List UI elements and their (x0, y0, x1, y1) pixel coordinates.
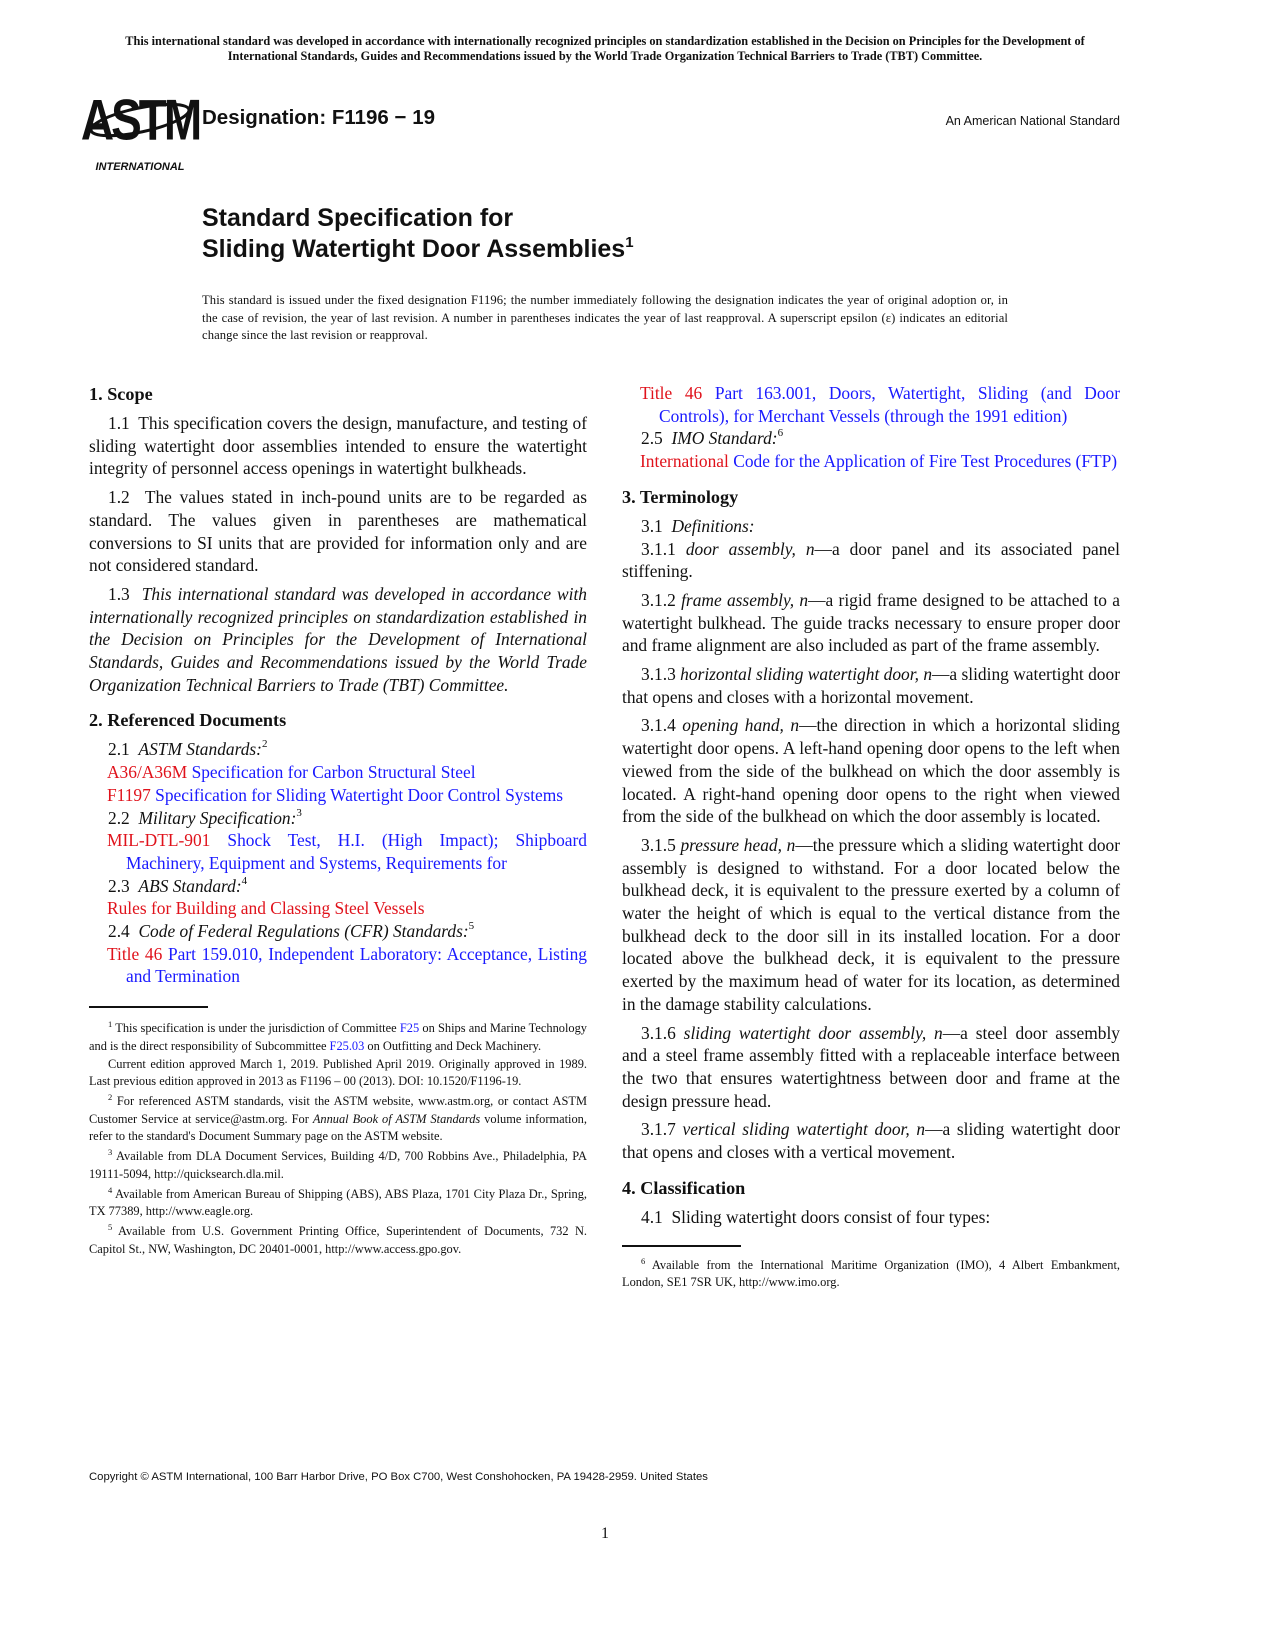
subsection-2-5: 2.5 IMO Standard:$^6$ (641, 427, 784, 449)
paragraph-1-2: 1.2 The values stated in inch-pound units are to be regarded as standard. The values given in parentheses are mathematical conversions to SI units that are provided for information only and are not considered standard. (89, 487, 587, 576)
reference-a36[interactable]: A36/A36M Specification for Carbon Structural Steel (107, 762, 476, 783)
reference-cfr-163[interactable]: Title 46 Part 163.001, Doors, Watertight, Sliding (and Door Controls), for Merchant Vessels (through the 1991 edition) (640, 383, 1120, 426)
footnote-divider (89, 1006, 208, 1008)
section-scope-heading: 1. Scope (89, 384, 153, 404)
title-line-1: Standard Specification for (202, 204, 514, 232)
definition-opening-hand: 3.1.4 opening hand, n—the direction in which a horizontal sliding watertight door opens. A left-hand opening door opens to the left when viewed from the side of the bulkhead on which the door assembly is located. A right-hand opening door opens to the right when viewed from the side of the bulkhead on which the door assembly is located. (622, 715, 1120, 827)
footnote-4: $^4$ Available from American Bureau of Shipping (ABS), ABS Plaza, 1701 City Plaza Dr., Spring, TX 77389, http://www.eagle.org. (89, 1184, 588, 1219)
reference-imo-ftp[interactable]: International Code for the Application of Fire Test Procedures (FTP) (640, 451, 1118, 472)
definition-pressure-head: 3.1.5 pressure head, n—the pressure which a sliding watertight door assembly is designed to withstand. For a door located below the bulkhead deck, it is equivalent to the pressure exerted by a column of water the height of which is equal to the vertical distance from the bulkhead deck to the door sill in its installed location. For a door located above the bulkhead deck, it is equivalent to the pressure exerted by the maximum head of water for its location, as determined in the damage stability calculations. (622, 834, 1120, 1014)
definition-vertical-door: 3.1.7 vertical sliding watertight door, n—a sliding watertight door that opens and closes with a vertical movement. (622, 1119, 1120, 1163)
wto-notice: This international standard was developed in accordance with internationally recognized principles on standardization established in the Decision on Principles for the Development of International Standards, Guides and Recommendations issued by the World Trade Organization Technical Barriers to Trade (TBT) Committee. (125, 34, 1085, 63)
designation: Designation: F1196 − 19 (202, 106, 435, 129)
footnote-1-edition: Current edition approved March 1, 2019. Published April 2019. Originally approved in 1989. Last previous edition approved in 2013 as F1196 – 00 (2013). DOI: 10.1520/F1196-19. (89, 1056, 587, 1089)
footnotes-left (89, 1020, 587, 1258)
footnotes-right (622, 1257, 1120, 1292)
definition-horizontal-door: 3.1.3 horizontal sliding watertight door, n—a sliding watertight door that opens and closes with a horizontal movement. (622, 664, 1120, 707)
issuance-note: This standard is issued under the fixed designation F1196; the number immediately following the designation indicates the year of original adoption or, in the case of revision, the year of last revision. A number in parentheses indicates the year of last reapproval. A superscript epsilon (ε) indicates an editorial change since the last revision or reapproval. (202, 293, 1008, 343)
national-standard-label: An American National Standard (945, 114, 1120, 128)
section-terminology-heading: 3. Terminology (622, 486, 739, 507)
paragraph-1-1: 1.1 This specification covers the design, manufacture, and testing of sliding watertight door assemblies intended to ensure the watertight integrity of personnel access openings in watertight bulkheads. (89, 413, 587, 479)
footnote-5: $^5$ Available from U.S. Government Printing Office, Superintendent of Documents, 732 N. Capitol St., NW, Washington, DC 20401-0001, http://www.access.gpo.gov. (89, 1221, 587, 1256)
footnote-divider (622, 1245, 741, 1247)
section-classification-heading: 4. Classification (622, 1177, 746, 1198)
right-column (622, 382, 1120, 1292)
left-column (89, 382, 587, 1258)
footnote-2: $^2$ For referenced ASTM standards, visit the ASTM website, www.astm.org, or contact ASTM Customer Service at service@astm.org. For Annual Book of ASTM Standards volume information, refer to the standard's Document Summary page on the ASTM website. (89, 1091, 587, 1144)
footnote-3: $^3$ Available from DLA Document Services, Building 4/D, 700 Robbins Ave., Philadelphia, PA 19111-5094, http://quicksearch.dla.mil. (89, 1147, 587, 1181)
document-title (202, 203, 634, 265)
svg-text:ASTM: ASTM (80, 88, 200, 153)
link-f25[interactable]: F25 (399, 1021, 420, 1036)
copyright-notice: Copyright © ASTM International, 100 Barr Harbor Drive, PO Box C700, West Conshohocken, PA 19428-2959. United States (89, 1471, 708, 1483)
reference-mil-dtl-901[interactable]: MIL-DTL-901 Shock Test, H.I. (High Impact); Shipboard Machinery, Equipment and Systems, Requirements for (107, 830, 587, 873)
page-number: 1 (601, 1525, 609, 1542)
reference-abs-rules[interactable]: Rules for Building and Classing Steel Vessels (107, 898, 425, 919)
subsection-2-3: 2.3 ABS Standard:$^4$ (108, 874, 248, 896)
reference-f1197[interactable]: F1197 Specification for Sliding Watertight Door Control Systems (107, 784, 564, 805)
definition-frame-assembly: 3.1.2 frame assembly, n—a rigid frame designed to be attached to a watertight bulkhead. The guide tracks necessary to ensure proper door and frame alignment are also included as part of the frame assembly. (622, 589, 1121, 656)
definition-sliding-door-assembly: 3.1.6 sliding watertight door assembly, n—a steel door assembly and a steel frame assembly fitted with a replaceable interface between the two that ensures watertightness between door and frame at the design pressure head. (622, 1022, 1120, 1111)
footnote-1: $^1$ This specification is under the jurisdiction of Committee F25 on Ships and Marine Technology and is the direct responsibility of Subcommittee F25.03 on Outfitting and Deck Machinery. (89, 1019, 587, 1053)
subsection-2-1: 2.1 ASTM Standards:$^2$ (108, 738, 268, 760)
reference-cfr-159[interactable]: Title 46 Part 159.010, Independent Laboratory: Acceptance, Listing and Termination (107, 943, 587, 987)
astm-logo (80, 82, 200, 174)
paragraph-4-1: 4.1 Sliding watertight doors consist of four types: (641, 1206, 991, 1227)
link-f25-03[interactable]: F25.03 (329, 1038, 365, 1053)
title-line-2: Sliding Watertight Door Assemblies (202, 235, 626, 263)
svg-text:INTERNATIONAL: INTERNATIONAL (95, 161, 185, 173)
subsection-2-4: 2.4 Code of Federal Regulations (CFR) Standards:$^5$ (108, 920, 475, 942)
definition-door-assembly: 3.1.1 door assembly, n—a door panel and its associated panel stiffening. (622, 538, 1120, 582)
paragraph-1-3: 1.3 This international standard was developed in accordance with internationally recognized principles on standardization established in the Decision on Principles for the Development of International Standards, Guides and Recommendations issued by the World Trade Organization Technical Barriers to Trade (TBT) Committee. (89, 583, 587, 695)
footnote-6: $^6$ Available from the International Maritime Organization (IMO), 4 Albert Embankment, London, SE1 7SR UK, http://www.imo.org. (622, 1255, 1120, 1290)
subsection-3-1: 3.1 Definitions: (641, 515, 755, 536)
section-referenced-documents-heading: 2. Referenced Documents (89, 710, 287, 731)
subsection-2-2: 2.2 Military Specification:$^3$ (108, 806, 302, 828)
title-footnote-mark: 1 (625, 234, 634, 251)
